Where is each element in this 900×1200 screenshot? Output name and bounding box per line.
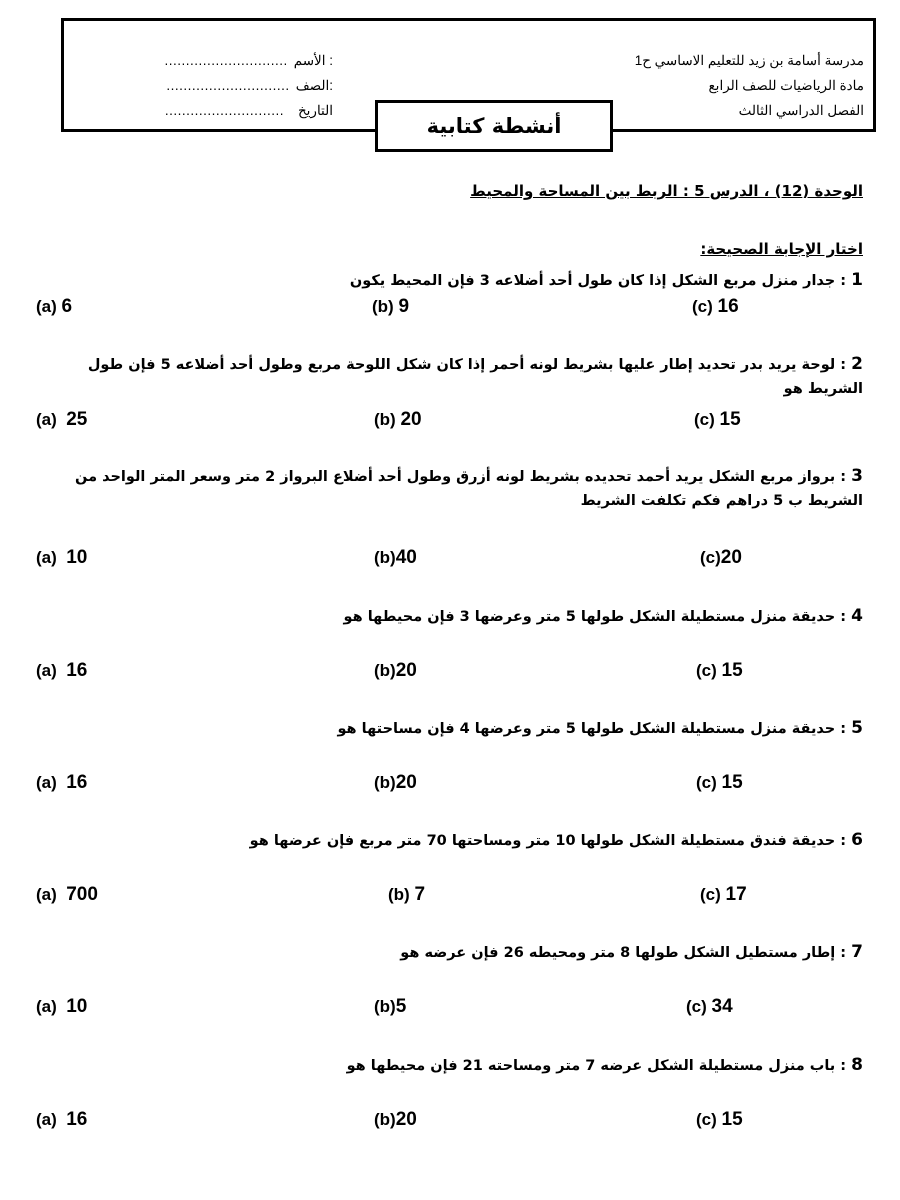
option-b[interactable] [374,547,417,569]
option-b[interactable] [374,772,417,794]
question-text: جدار منزل مربع الشكل إذا كان طول أحد أضلاعه 3 فإن المحيط يكون [349,273,836,289]
option-c[interactable] [696,1109,743,1131]
option-c[interactable] [700,884,747,906]
question-number: 2 [851,354,863,374]
student-info [93,48,333,123]
question-number: 6 [851,830,863,850]
option-a[interactable] [36,884,98,906]
question-number: 7 [851,942,863,962]
option-label: (a) [36,297,57,316]
option-c[interactable] [696,772,743,794]
option-value: 40 [395,547,417,568]
option-label: (a) [36,661,57,680]
instruction-heading: اختار الإجابة الصحيحة: [700,240,863,258]
option-a[interactable] [36,547,87,569]
question-number: 5 [851,718,863,738]
option-label: (a) [36,885,57,904]
option-value: 15 [719,409,741,430]
option-value: 20 [395,772,417,793]
question-2: 2 : لوحة يريد بدر تحديد إطار عليها بشريط لونه أحمر إذا كان شكل اللوحة مربع وطول أحد أضلاعه 5 فإن طول الشريط هو [87,354,863,397]
option-value: 7 [414,884,426,905]
subject-name: مادة الرياضيات للصف الرابع [708,78,864,93]
option-value: 16 [66,660,88,681]
option-value: 20 [395,660,417,681]
option-label: (a) [36,548,57,567]
option-c[interactable] [694,409,741,431]
option-value: 6 [61,296,73,317]
option-value: 9 [398,296,410,317]
option-label: (c) [696,661,717,680]
question-number: 4 [851,606,863,626]
class-row [93,73,333,98]
question-7: 7 : إطار مستطيل الشكل طولها 8 متر ومحيطه 26 فإن عرضه هو [400,942,863,962]
option-value: 25 [66,409,88,430]
option-c[interactable] [686,996,733,1018]
option-b[interactable] [374,1109,417,1131]
option-label: (a) [36,1110,57,1129]
option-value: 16 [717,296,739,317]
option-value: 5 [395,996,407,1017]
option-b[interactable] [372,296,409,318]
option-label: (b) [374,1110,396,1129]
option-value: 10 [66,996,88,1017]
question-1: 1 : جدار منزل مربع الشكل إذا كان طول أحد أضلاعه 3 فإن المحيط يكون [349,270,863,290]
question-text: إطار مستطيل الشكل طولها 8 متر ومحيطه 26 فإن عرضه هو [400,945,836,961]
question-4: 4 : حديقة منزل مستطيلة الشكل طولها 5 متر وعرضها 3 فإن محيطها هو [343,606,863,626]
option-label: (b) [374,997,396,1016]
option-value: 700 [66,884,98,905]
option-value: 10 [66,547,88,568]
option-c[interactable] [692,296,739,318]
option-label: (c) [694,410,715,429]
option-value: 34 [711,996,733,1017]
date-field[interactable]: ............................ [164,103,284,118]
class-field[interactable]: ............................. [166,78,290,93]
option-value: 15 [721,1109,743,1130]
option-b[interactable] [374,409,422,431]
term-name: الفصل الدراسي الثالث [738,103,864,118]
option-label: (a) [36,773,57,792]
option-a[interactable] [36,1109,87,1131]
question-text: برواز مربع الشكل يريد أحمد تحديده بشريط لونه أزرق وطول أحد أضلاع البرواز 2 متر وسعر المتر الواحد من الشريط ب 5 دراهم فكم تكلفت الشريط [75,469,863,509]
option-a[interactable] [36,409,87,431]
option-value: 20 [395,1109,417,1130]
question-text: حديقة منزل مستطيلة الشكل طولها 5 متر وعرضها 3 فإن محيطها هو [343,609,836,625]
option-label: (b) [374,410,396,429]
option-a[interactable] [36,996,87,1018]
question-3: 3 : برواز مربع الشكل يريد أحمد تحديده بشريط لونه أزرق وطول أحد أضلاع البرواز 2 متر وسعر المتر الواحد من الشريط ب 5 دراهم فكم تكلفت الشريط [75,466,863,509]
option-c[interactable] [700,547,742,569]
option-value: 16 [66,1109,88,1130]
question-8: 8 : باب منزل مستطيلة الشكل عرضه 7 متر ومساحته 21 فإن محيطها هو [346,1055,863,1075]
class-label: الصف: [295,78,333,93]
page-title: أنشطة كتابية [375,100,613,152]
option-label: (b) [388,885,410,904]
question-text: لوحة يريد بدر تحديد إطار عليها بشريط لونه أحمر إذا كان شكل اللوحة مربع وطول أحد أضلاعه 5 فإن طول الشريط هو [87,357,863,397]
question-5: 5 : حديقة منزل مستطيلة الشكل طولها 5 متر وعرضها 4 فإن مساحتها هو [337,718,863,738]
option-a[interactable] [36,660,87,682]
date-label: التاريخ [297,103,333,118]
question-6: 6 : حديقة فندق مستطيلة الشكل طولها 10 متر ومساحتها 70 متر مربع فإن عرضها هو [249,830,863,850]
option-label: (b) [374,661,396,680]
name-row [93,48,333,73]
option-a[interactable] [36,296,72,318]
option-label: (c) [686,997,707,1016]
school-name: مدرسة أسامة بن زيد للتعليم الاساسي ح1 [634,53,864,68]
name-field[interactable]: ............................. [164,53,288,68]
question-number: 8 [851,1055,863,1075]
option-a[interactable] [36,772,87,794]
question-number: 3 [851,466,863,486]
option-label: (c) [700,548,721,567]
school-info [635,48,864,123]
question-text: باب منزل مستطيلة الشكل عرضه 7 متر ومساحته 21 فإن محيطها هو [346,1058,836,1074]
option-label: (c) [696,773,717,792]
name-label: الأسم : [293,53,333,68]
option-value: 15 [721,660,743,681]
option-label: (c) [692,297,713,316]
option-value: 20 [400,409,422,430]
question-text: حديقة فندق مستطيلة الشكل طولها 10 متر ومساحتها 70 متر مربع فإن عرضها هو [249,833,836,849]
option-label: (a) [36,997,57,1016]
option-b[interactable] [374,996,406,1018]
option-label: (c) [700,885,721,904]
option-b[interactable] [388,884,425,906]
option-value: 16 [66,772,88,793]
date-row [93,98,333,123]
option-label: (c) [696,1110,717,1129]
option-label: (b) [374,548,396,567]
option-b[interactable] [374,660,417,682]
option-label: (a) [36,410,57,429]
option-value: 15 [721,772,743,793]
option-label: (b) [374,773,396,792]
option-c[interactable] [696,660,743,682]
question-text: حديقة منزل مستطيلة الشكل طولها 5 متر وعرضها 4 فإن مساحتها هو [337,721,836,737]
option-value: 17 [725,884,747,905]
question-number: 1 [851,270,863,290]
lesson-title: الوحدة (12) ، الدرس 5 : الربط بين المساحة والمحيط [470,182,863,200]
option-value: 20 [720,547,742,568]
option-label: (b) [372,297,394,316]
